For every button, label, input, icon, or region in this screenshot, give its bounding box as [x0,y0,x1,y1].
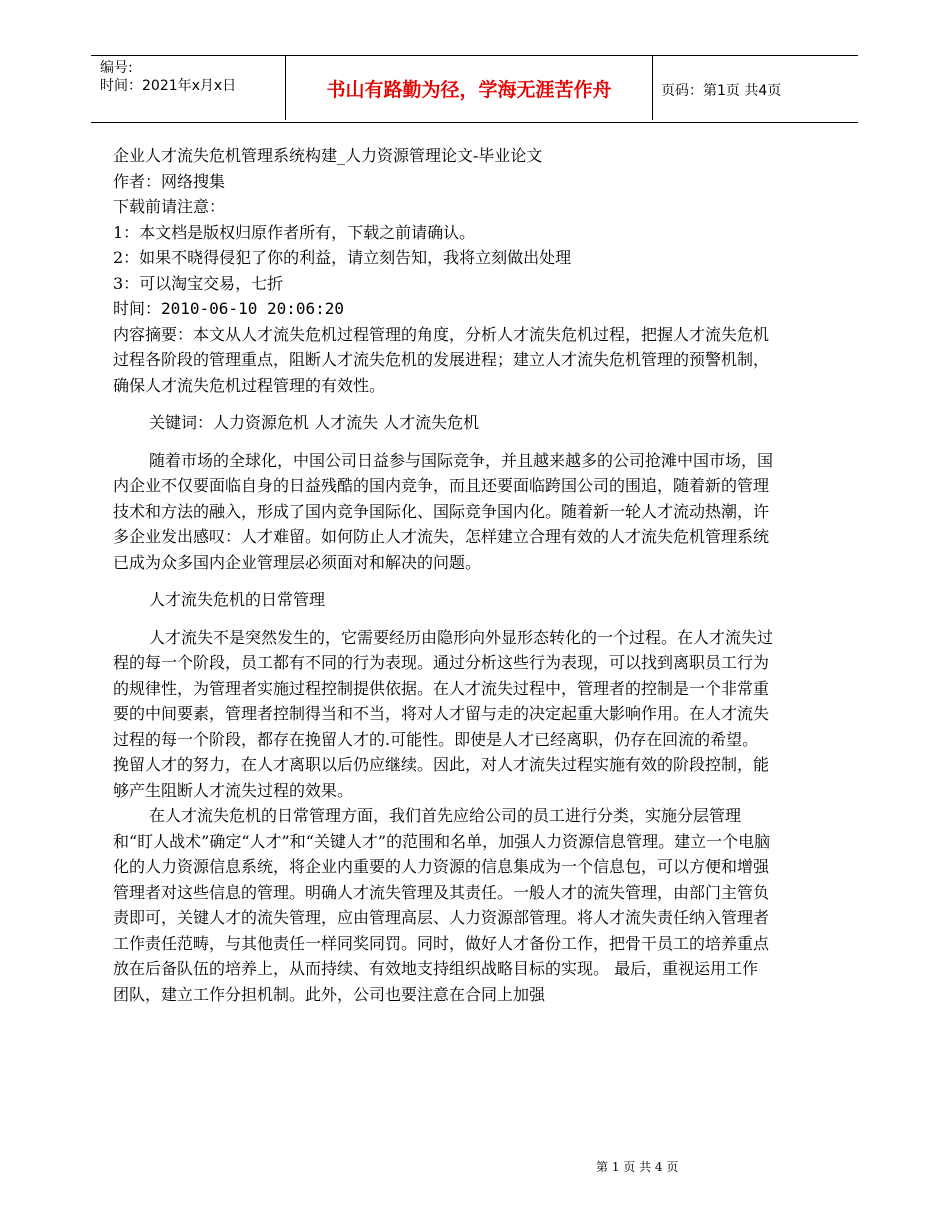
doc-title: 企业人才流失危机管理系统构建_人力资源管理论文-毕业论文 [113,146,543,165]
paragraph-2: 人才流失不是突然发生的，它需要经历由隐形向外显形态转化的一个过程。在人才流失过程的每一个阶段，员工都有不同的行为表现。通过分析这些行为表现，可以找到离职员工行为的规律性，为管理者实施过程控制提供依据。在人才流失过程中，管理者的控制是一个非常重要的中间要素，管理者控制得当和不当，将对人才留与走的决定起重大影响作用。在人才流失过程的每一个阶段，都存在挽留人才的.可能性。即使是人才已经离职，仍存在回流的希望。挽留人才的努力，在人才离职以后仍应继续。因此，对人才流失过程实施有效的阶段控制，能够产生阻断人才流失过程的效果。 [113,627,774,800]
document-body [113,143,773,1007]
notice-3: 3：可以淘宝交易，七折 [113,273,284,293]
header-motto: 书山有路勤为径，学海无涯苦作舟 [285,56,653,120]
header-meta [100,59,236,95]
doc-author: 作者：网络搜集 [113,171,226,191]
keywords: 关键词：人力资源危机 人才流失 人才流失危机 [149,413,480,432]
section-title: 人才流失危机的日常管理 [149,590,326,609]
number-label: 编号: [100,60,133,76]
header-page-label: 页码：第1页 共4页 [661,83,782,99]
page-footer: 第 1 页 共 4 页 [596,1160,679,1174]
notice-1: 1：本文档是版权归原作者所有，下载之前请确认。 [113,222,476,242]
paragraph-3: 在人才流失危机的日常管理方面，我们首先应给公司的员工进行分类，实施分层管理和“盯人战术”确定“人才”和“关键人才”的范围和名单，加强人力资源信息管理。建立一个电脑化的人力资源信息系统，将企业内重要的人力资源的信息集成为一个信息包，可以方便和增强管理者对这些信息的管理。明确人才流失管理及其责任。一般人才的流失管理，由部门主管负责即可，关键人才的流失管理，应由管理高层、人力资源部管理。将人才流失责任纳入管理者工作责任范畴，与其他责任一样同奖同罚。同时，做好人才备份工作，把骨干员工的培养重点放在后备队伍的培养上，从而持续、有效地支持组织战略目标的实现。 最后，重视运用工作团队，建立工作分担机制。此外，公司也要注意在合同上加强 [113,806,771,1004]
notice-2: 2：如果不晓得侵犯了你的利益，请立刻告知，我将立刻做出处理 [113,248,572,267]
paragraph-1: 随着市场的全球化，中国公司日益参与国际竞争，并且越来越多的公司抢滩中国市场，国内企业不仅要面临自身的日益残酷的国内竞争，而且还要面临跨国公司的围追，随着新的管理技术和方法的融入，形成了国内竞争国际化、国际竞争国内化。随着新一轮人才流动热潮，许多企业发出感叹：人才难留。如何防止人才流失，怎样建立合理有效的人才流失危机管理系统已成为众多国内企业管理层必须面对和解决的问题。 [113,450,774,572]
page-header [91,55,858,123]
date-label: 时间：2021年x月x日 [100,78,237,94]
doc-time: 时间：2010-06-10 20:06:20 [113,299,345,318]
abstract: 内容摘要：本文从人才流失危机过程管理的角度，分析人才流失危机过程，把握人才流失危机过程各阶段的管理重点，阻断人才流失危机的发展进程；建立人才流失危机管理的预警机制，确保人才流失危机过程管理的有效性。 [113,324,770,395]
notice-title: 下载前请注意： [113,197,226,216]
